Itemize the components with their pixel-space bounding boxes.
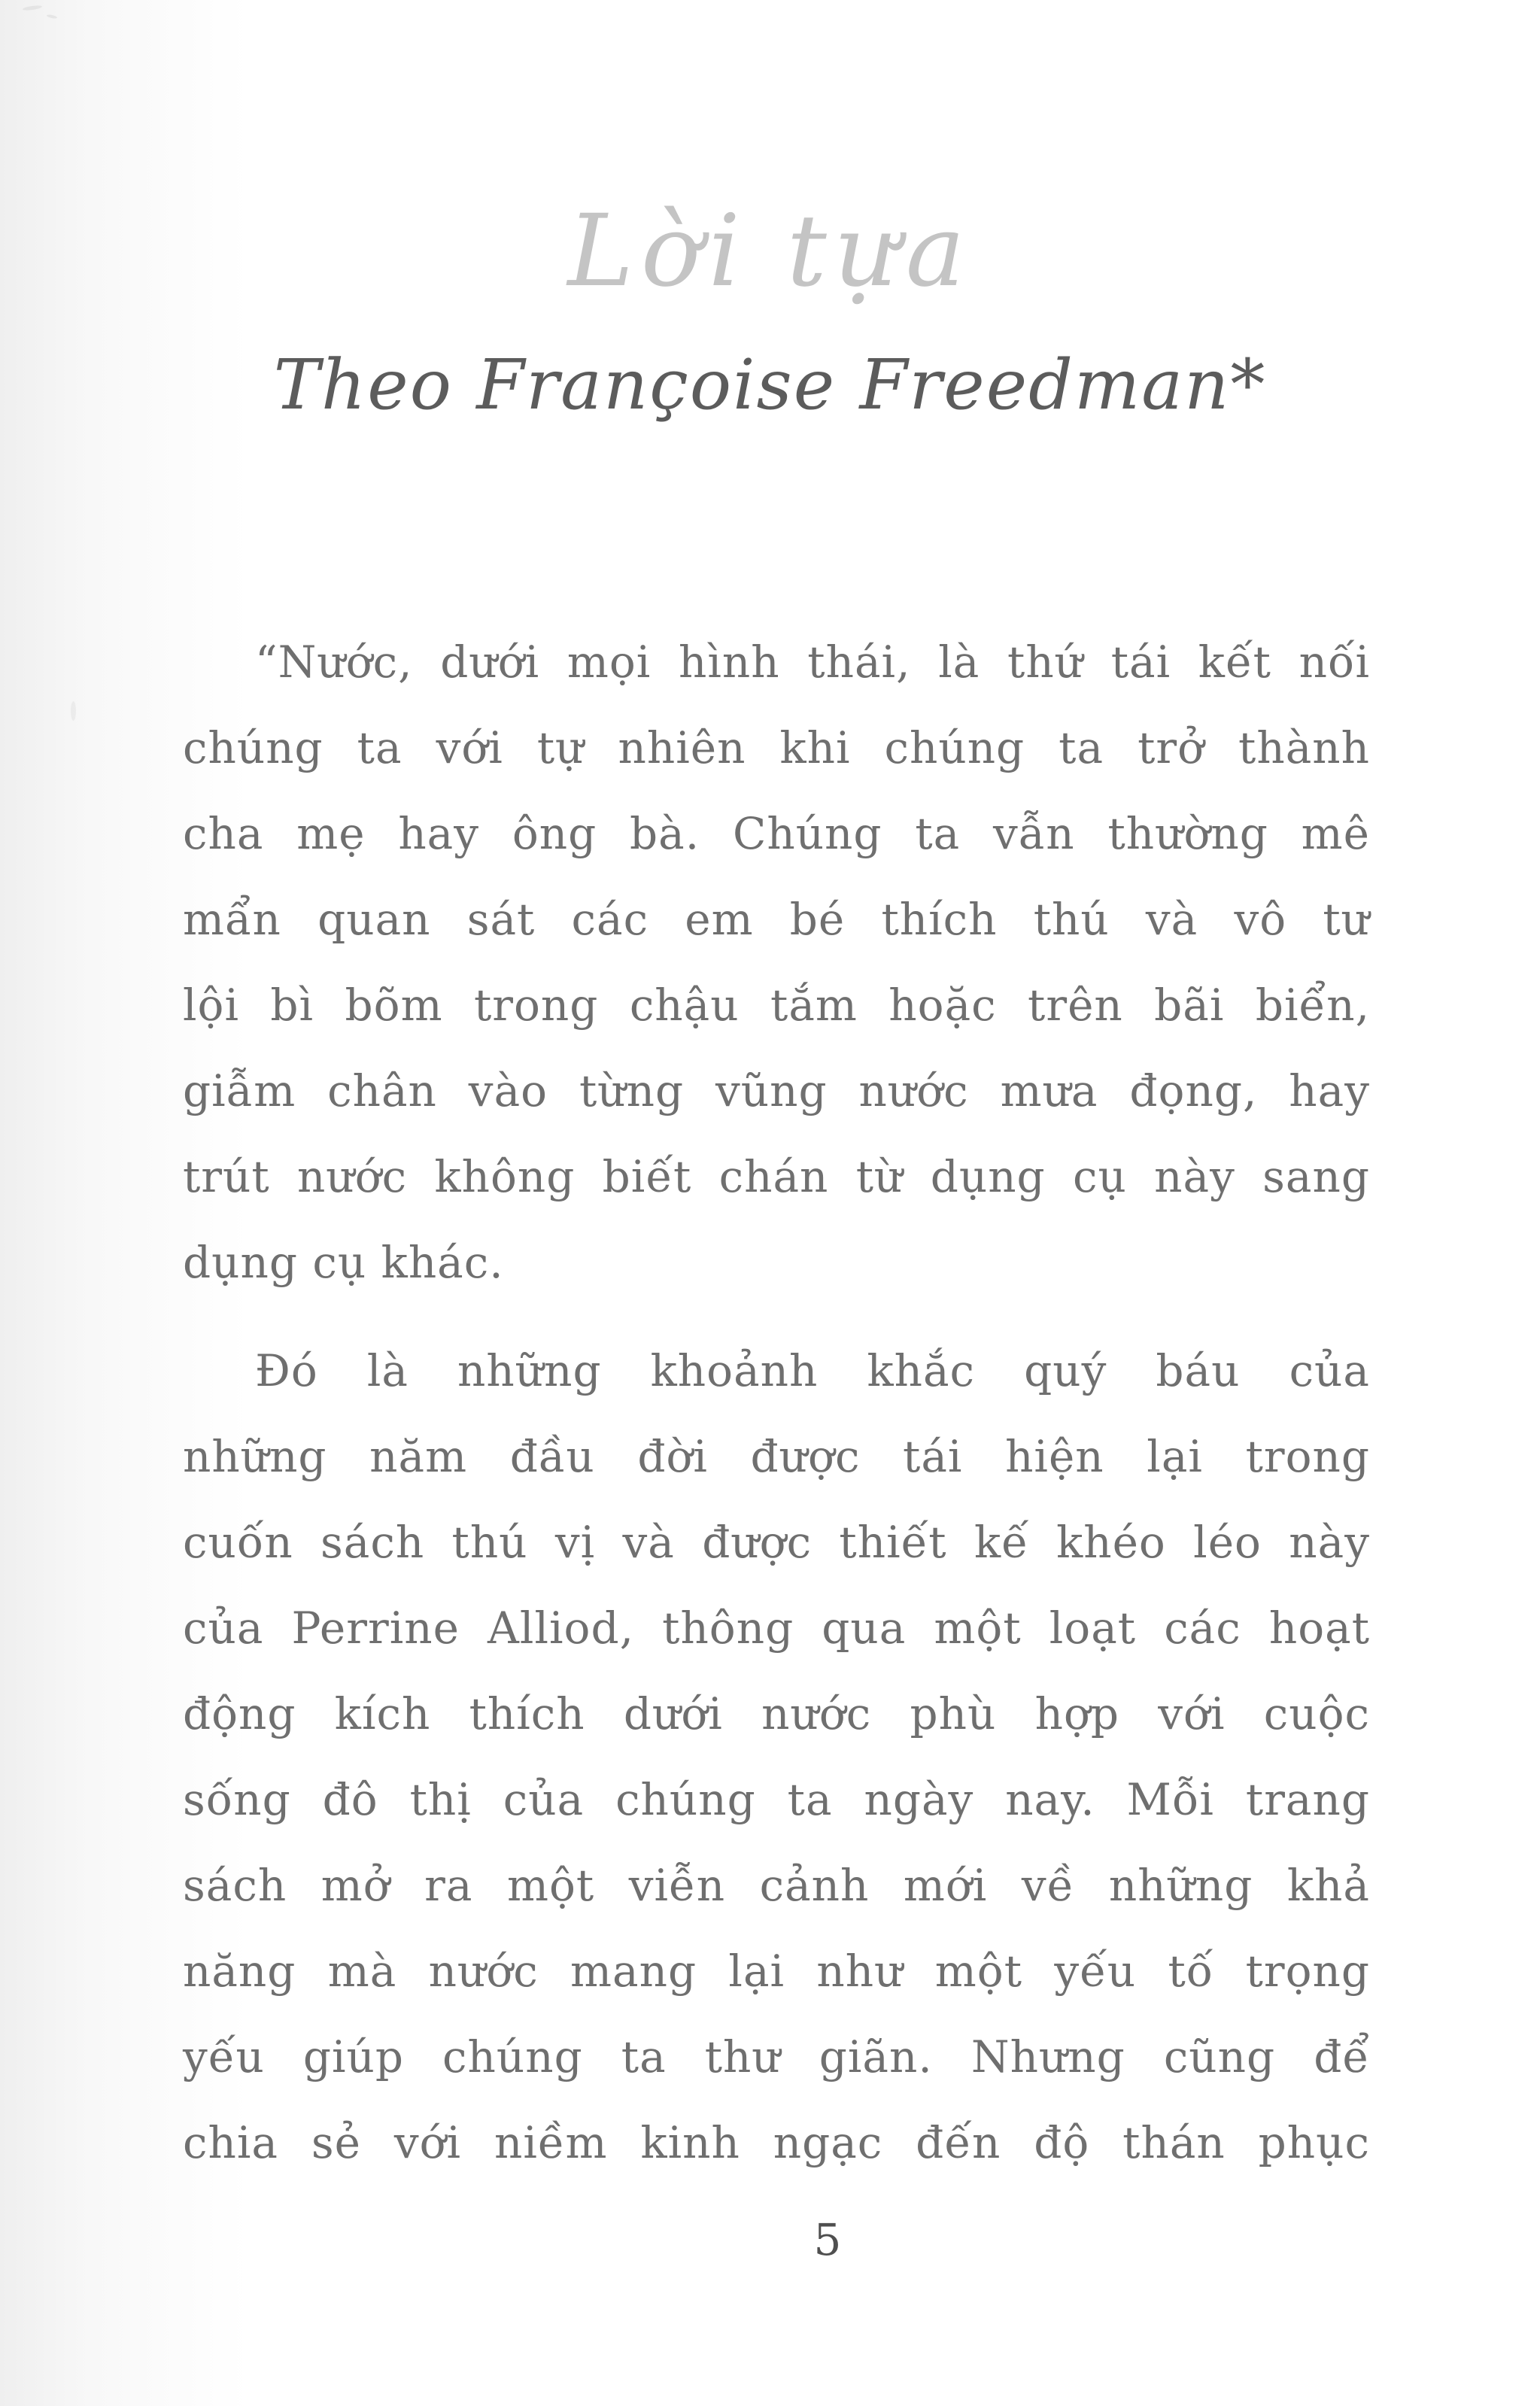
body-line: cha mẹ hay ông bà. Chúng ta vẫn thường mê	[183, 808, 1370, 859]
body-line: của Perrine Alliod, thông qua một loạt các hoạt	[183, 1602, 1370, 1654]
page-title: Lời tựa	[567, 193, 973, 309]
scan-speck	[47, 14, 58, 20]
body-line: chúng ta với tự nhiên khi chúng ta trở thành	[183, 722, 1370, 773]
body-line: trút nước không biết chán từ dụng cụ này sang	[183, 1151, 1370, 1202]
body-line: động kích thích dưới nước phù hợp với cuộc	[183, 1688, 1370, 1739]
scan-speck	[71, 701, 76, 721]
body-line: dụng cụ khác.	[183, 1237, 504, 1288]
paragraph-2	[183, 1328, 1370, 2186]
body-line: Đó là những khoảnh khắc quý báu của	[255, 1345, 1370, 1396]
scan-speck	[23, 5, 42, 11]
body-line: giẫm chân vào từng vũng nước mưa đọng, hay	[183, 1065, 1370, 1116]
body-line: chia sẻ với niềm kinh ngạc đến độ thán phục	[183, 2117, 1370, 2168]
body-line: lội bì bõm trong chậu tắm hoặc trên bãi biển,	[183, 980, 1370, 1031]
byline: Theo Françoise Freedman*	[273, 345, 1267, 425]
body-text	[183, 619, 1370, 2186]
body-line: mẩn quan sát các em bé thích thú và vô tư	[183, 894, 1370, 945]
body-line: yếu giúp chúng ta thư giãn. Nhưng cũng để	[183, 2031, 1370, 2082]
paragraph-1	[183, 619, 1370, 1305]
body-line: năng mà nước mang lại như một yếu tố trọng	[183, 1946, 1370, 1997]
body-line: những năm đầu đời được tái hiện lại trong	[183, 1431, 1370, 1482]
body-line: “Nước, dưới mọi hình thái, là thứ tái kết nối	[255, 636, 1370, 688]
body-line: sách mở ra một viễn cảnh mới về những khả	[183, 1860, 1370, 1911]
page-number: 5	[813, 2214, 842, 2265]
body-line: sống đô thị của chúng ta ngày nay. Mỗi trang	[183, 1774, 1370, 1825]
body-line: cuốn sách thú vị và được thiết kế khéo léo này	[183, 1517, 1370, 1568]
